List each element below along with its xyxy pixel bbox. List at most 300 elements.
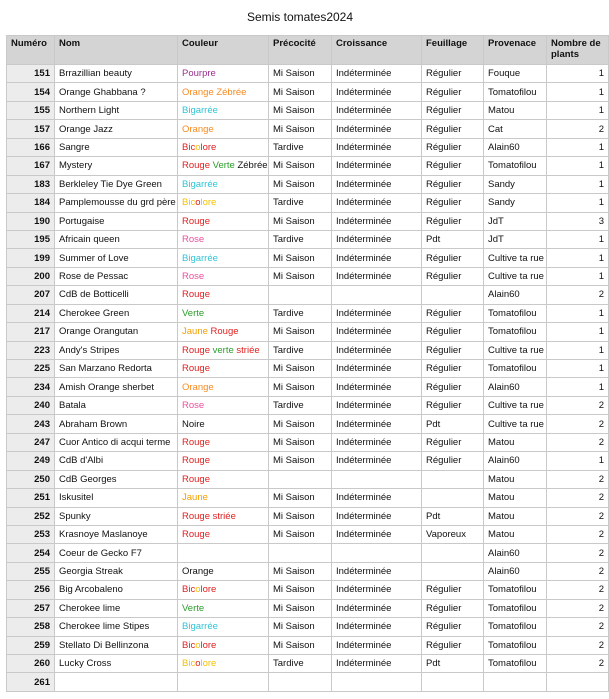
cell-couleur[interactable]: [178, 415, 269, 433]
cell-numero[interactable]: 253: [7, 525, 55, 543]
cell-couleur[interactable]: [178, 157, 269, 175]
cell-feuillage[interactable]: Pdt: [422, 230, 484, 248]
cell-provenance[interactable]: Tomatofilou: [484, 636, 547, 654]
cell-couleur[interactable]: [178, 433, 269, 451]
cell-feuillage[interactable]: Régulier: [422, 341, 484, 359]
cell-croissance[interactable]: Indéterminée: [332, 230, 422, 248]
col-header-feuillage[interactable]: Feuillage: [422, 36, 484, 65]
cell-numero[interactable]: 255: [7, 562, 55, 580]
cell-feuillage[interactable]: Régulier: [422, 618, 484, 636]
cell-nom[interactable]: Northern Light: [55, 101, 178, 119]
cell-numero[interactable]: 249: [7, 452, 55, 470]
cell-precocite[interactable]: Tardive: [269, 230, 332, 248]
cell-croissance[interactable]: Indéterminée: [332, 525, 422, 543]
cell-provenance[interactable]: Alain60: [484, 378, 547, 396]
cell-nom[interactable]: Amish Orange sherbet: [55, 378, 178, 396]
cell-nombre-plants[interactable]: 1: [547, 452, 609, 470]
cell-nom[interactable]: CdB Georges: [55, 470, 178, 488]
cell-nombre-plants[interactable]: 2: [547, 470, 609, 488]
cell-numero[interactable]: 199: [7, 249, 55, 267]
cell-couleur[interactable]: [178, 525, 269, 543]
cell-provenance[interactable]: JdT: [484, 230, 547, 248]
cell-nom[interactable]: Berkleley Tie Dye Green: [55, 175, 178, 193]
cell-precocite[interactable]: Mi Saison: [269, 525, 332, 543]
cell-feuillage[interactable]: Pdt: [422, 507, 484, 525]
cell-nombre-plants[interactable]: 1: [547, 304, 609, 322]
col-header-nom[interactable]: Nom: [55, 36, 178, 65]
cell-provenance[interactable]: Sandy: [484, 175, 547, 193]
cell-croissance[interactable]: Indéterminée: [332, 618, 422, 636]
cell-provenance[interactable]: Tomatofilou: [484, 618, 547, 636]
cell-precocite[interactable]: [269, 286, 332, 304]
cell-numero[interactable]: 243: [7, 415, 55, 433]
cell-feuillage[interactable]: Vaporeux: [422, 525, 484, 543]
cell-croissance[interactable]: Indéterminée: [332, 636, 422, 654]
cell-provenance[interactable]: Tomatofilou: [484, 304, 547, 322]
cell-couleur[interactable]: [178, 304, 269, 322]
cell-numero[interactable]: 195: [7, 230, 55, 248]
cell-feuillage[interactable]: [422, 673, 484, 691]
cell-feuillage[interactable]: Régulier: [422, 581, 484, 599]
cell-provenance[interactable]: Sandy: [484, 194, 547, 212]
cell-provenance[interactable]: Tomatofilou: [484, 599, 547, 617]
col-header-nombre-plants[interactable]: Nombre de plants: [547, 36, 609, 65]
cell-precocite[interactable]: [269, 470, 332, 488]
cell-nom[interactable]: Pamplemousse du grd père: [55, 194, 178, 212]
cell-provenance[interactable]: Matou: [484, 101, 547, 119]
cell-couleur[interactable]: [178, 230, 269, 248]
cell-provenance[interactable]: Cultive ta rue: [484, 396, 547, 414]
color-segment: Pourpre: [182, 68, 216, 80]
cell-nom[interactable]: Stellato Di Bellinzona: [55, 636, 178, 654]
cell-precocite[interactable]: Mi Saison: [269, 562, 332, 580]
cell-croissance[interactable]: Indéterminée: [332, 396, 422, 414]
cell-nombre-plants[interactable]: 1: [547, 378, 609, 396]
cell-precocite[interactable]: Mi Saison: [269, 618, 332, 636]
cell-couleur[interactable]: [178, 138, 269, 156]
cell-numero[interactable]: 225: [7, 360, 55, 378]
cell-nom[interactable]: Spunky: [55, 507, 178, 525]
cell-croissance[interactable]: Indéterminée: [332, 83, 422, 101]
cell-precocite[interactable]: Mi Saison: [269, 65, 332, 83]
cell-croissance[interactable]: Indéterminée: [332, 304, 422, 322]
cell-nombre-plants[interactable]: 1: [547, 230, 609, 248]
cell-precocite[interactable]: Mi Saison: [269, 249, 332, 267]
cell-provenance[interactable]: Matou: [484, 489, 547, 507]
cell-nom[interactable]: Abraham Brown: [55, 415, 178, 433]
cell-nom[interactable]: CdB d'Albi: [55, 452, 178, 470]
cell-precocite[interactable]: Tardive: [269, 341, 332, 359]
cell-nombre-plants[interactable]: 1: [547, 360, 609, 378]
cell-precocite[interactable]: Mi Saison: [269, 581, 332, 599]
cell-precocite[interactable]: Mi Saison: [269, 157, 332, 175]
color-segment: Bic: [182, 141, 196, 153]
cell-precocite[interactable]: Mi Saison: [269, 415, 332, 433]
cell-numero[interactable]: 254: [7, 544, 55, 562]
cell-nom[interactable]: Rose de Pessac: [55, 267, 178, 285]
color-segment: Rouge: [182, 436, 210, 448]
cell-numero[interactable]: 184: [7, 194, 55, 212]
cell-nombre-plants[interactable]: 2: [547, 433, 609, 451]
cell-precocite[interactable]: Mi Saison: [269, 378, 332, 396]
cell-numero[interactable]: 183: [7, 175, 55, 193]
cell-nombre-plants[interactable]: 2: [547, 581, 609, 599]
cell-nom[interactable]: Orange Jazz: [55, 120, 178, 138]
cell-feuillage[interactable]: Régulier: [422, 65, 484, 83]
cell-nombre-plants[interactable]: 2: [547, 525, 609, 543]
cell-provenance[interactable]: Cultive ta rue: [484, 415, 547, 433]
cell-couleur[interactable]: [178, 267, 269, 285]
cell-nombre-plants[interactable]: 1: [547, 83, 609, 101]
cell-nombre-plants[interactable]: 3: [547, 212, 609, 230]
cell-provenance[interactable]: Tomatofilou: [484, 655, 547, 673]
cell-provenance[interactable]: Alain60: [484, 286, 547, 304]
cell-numero[interactable]: 247: [7, 433, 55, 451]
cell-numero[interactable]: 256: [7, 581, 55, 599]
cell-provenance[interactable]: Matou: [484, 433, 547, 451]
cell-numero[interactable]: 259: [7, 636, 55, 654]
cell-provenance[interactable]: Tomatofilou: [484, 360, 547, 378]
cell-feuillage[interactable]: Régulier: [422, 175, 484, 193]
cell-nom[interactable]: Orange Orangutan: [55, 323, 178, 341]
cell-couleur[interactable]: [178, 120, 269, 138]
cell-provenance[interactable]: [484, 673, 547, 691]
cell-croissance[interactable]: [332, 544, 422, 562]
cell-croissance[interactable]: Indéterminée: [332, 249, 422, 267]
cell-couleur[interactable]: [178, 470, 269, 488]
cell-numero[interactable]: 167: [7, 157, 55, 175]
cell-feuillage[interactable]: Pdt: [422, 415, 484, 433]
col-header-croissance[interactable]: Croissance: [332, 36, 422, 65]
cell-precocite[interactable]: [269, 673, 332, 691]
cell-numero[interactable]: 166: [7, 138, 55, 156]
cell-feuillage[interactable]: Régulier: [422, 249, 484, 267]
cell-provenance[interactable]: Tomatofilou: [484, 581, 547, 599]
cell-nom[interactable]: Sangre: [55, 138, 178, 156]
cell-nom[interactable]: San Marzano Redorta: [55, 360, 178, 378]
color-segment: Rose: [182, 271, 205, 283]
color-segment: Bigarrée: [182, 252, 218, 264]
cell-couleur[interactable]: [178, 286, 269, 304]
col-header-couleur[interactable]: Couleur: [178, 36, 269, 65]
cell-feuillage[interactable]: Pdt: [422, 655, 484, 673]
table-row: [7, 415, 609, 433]
cell-precocite[interactable]: Mi Saison: [269, 120, 332, 138]
cell-nom[interactable]: Cuor Antico di acqui terme: [55, 433, 178, 451]
cell-provenance[interactable]: Tomatofilou: [484, 323, 547, 341]
cell-numero[interactable]: 157: [7, 120, 55, 138]
cell-nom[interactable]: Andy's Stripes: [55, 341, 178, 359]
cell-couleur[interactable]: [178, 249, 269, 267]
cell-numero[interactable]: 214: [7, 304, 55, 322]
cell-feuillage[interactable]: Régulier: [422, 323, 484, 341]
cell-provenance[interactable]: Tomatofilou: [484, 157, 547, 175]
cell-provenance[interactable]: JdT: [484, 212, 547, 230]
color-segment: o: [195, 639, 201, 651]
cell-precocite[interactable]: Mi Saison: [269, 452, 332, 470]
cell-croissance[interactable]: Indéterminée: [332, 655, 422, 673]
cell-croissance[interactable]: Indéterminée: [332, 433, 422, 451]
cell-nombre-plants[interactable]: 1: [547, 157, 609, 175]
cell-numero[interactable]: 250: [7, 470, 55, 488]
cell-precocite[interactable]: Mi Saison: [269, 360, 332, 378]
cell-croissance[interactable]: Indéterminée: [332, 581, 422, 599]
cell-couleur[interactable]: [178, 636, 269, 654]
cell-feuillage[interactable]: Régulier: [422, 194, 484, 212]
cell-nom[interactable]: CdB de Botticelli: [55, 286, 178, 304]
cell-croissance[interactable]: Indéterminée: [332, 120, 422, 138]
cell-nom[interactable]: Batala: [55, 396, 178, 414]
cell-nombre-plants[interactable]: 2: [547, 562, 609, 580]
cell-croissance[interactable]: Indéterminée: [332, 323, 422, 341]
cell-nombre-plants[interactable]: 1: [547, 194, 609, 212]
cell-croissance[interactable]: Indéterminée: [332, 415, 422, 433]
cell-feuillage[interactable]: Régulier: [422, 267, 484, 285]
cell-feuillage[interactable]: Régulier: [422, 157, 484, 175]
cell-couleur[interactable]: [178, 562, 269, 580]
cell-nombre-plants[interactable]: 1: [547, 341, 609, 359]
cell-croissance[interactable]: Indéterminée: [332, 507, 422, 525]
cell-croissance[interactable]: Indéterminée: [332, 562, 422, 580]
cell-nom[interactable]: Brrazillian beauty: [55, 65, 178, 83]
cell-croissance[interactable]: [332, 673, 422, 691]
cell-feuillage[interactable]: Régulier: [422, 378, 484, 396]
cell-feuillage[interactable]: Régulier: [422, 212, 484, 230]
cell-feuillage[interactable]: Régulier: [422, 396, 484, 414]
cell-couleur[interactable]: [178, 83, 269, 101]
cell-nom[interactable]: Iskusitel: [55, 489, 178, 507]
cell-numero[interactable]: 207: [7, 286, 55, 304]
cell-nom[interactable]: Cherokee lime: [55, 599, 178, 617]
cell-nom[interactable]: Krasnoye Maslanoye: [55, 525, 178, 543]
cell-feuillage[interactable]: Régulier: [422, 83, 484, 101]
cell-provenance[interactable]: Cultive ta rue: [484, 267, 547, 285]
cell-provenance[interactable]: Alain60: [484, 562, 547, 580]
cell-nombre-plants[interactable]: 2: [547, 286, 609, 304]
cell-croissance[interactable]: Indéterminée: [332, 489, 422, 507]
cell-precocite[interactable]: Tardive: [269, 194, 332, 212]
cell-couleur[interactable]: [178, 581, 269, 599]
cell-nombre-plants[interactable]: 2: [547, 544, 609, 562]
cell-couleur[interactable]: [178, 489, 269, 507]
col-header-precocite[interactable]: Précocité: [269, 36, 332, 65]
cell-croissance[interactable]: Indéterminée: [332, 212, 422, 230]
cell-croissance[interactable]: Indéterminée: [332, 341, 422, 359]
cell-provenance[interactable]: Fouque: [484, 65, 547, 83]
cell-numero[interactable]: 251: [7, 489, 55, 507]
cell-precocite[interactable]: Mi Saison: [269, 175, 332, 193]
table-row: [7, 433, 609, 451]
color-segment: Rouge: [210, 326, 239, 338]
cell-feuillage[interactable]: [422, 562, 484, 580]
cell-provenance[interactable]: Cultive ta rue: [484, 249, 547, 267]
cell-numero[interactable]: 258: [7, 618, 55, 636]
cell-nombre-plants[interactable]: 2: [547, 415, 609, 433]
cell-precocite[interactable]: Mi Saison: [269, 599, 332, 617]
cell-nom[interactable]: Portugaise: [55, 212, 178, 230]
cell-feuillage[interactable]: Régulier: [422, 138, 484, 156]
cell-nombre-plants[interactable]: 1: [547, 267, 609, 285]
color-segment: Rouge: [182, 529, 210, 541]
header-row: [7, 36, 609, 65]
cell-nombre-plants[interactable]: 1: [547, 175, 609, 193]
cell-nom[interactable]: Summer of Love: [55, 249, 178, 267]
cell-croissance[interactable]: Indéterminée: [332, 378, 422, 396]
cell-nombre-plants[interactable]: 2: [547, 489, 609, 507]
cell-provenance[interactable]: Tomatofilou: [484, 83, 547, 101]
cell-couleur[interactable]: [178, 101, 269, 119]
cell-couleur[interactable]: [178, 452, 269, 470]
cell-feuillage[interactable]: Régulier: [422, 636, 484, 654]
cell-precocite[interactable]: Mi Saison: [269, 507, 332, 525]
table-row: [7, 489, 609, 507]
cell-nombre-plants[interactable]: 2: [547, 655, 609, 673]
cell-nom[interactable]: Georgia Streak: [55, 562, 178, 580]
cell-feuillage[interactable]: Régulier: [422, 101, 484, 119]
cell-couleur[interactable]: [178, 360, 269, 378]
cell-provenance[interactable]: Cat: [484, 120, 547, 138]
cell-precocite[interactable]: Mi Saison: [269, 83, 332, 101]
cell-nombre-plants[interactable]: 2: [547, 599, 609, 617]
cell-couleur[interactable]: [178, 175, 269, 193]
cell-precocite[interactable]: Mi Saison: [269, 636, 332, 654]
cell-nombre-plants[interactable]: 1: [547, 323, 609, 341]
cell-croissance[interactable]: Indéterminée: [332, 138, 422, 156]
cell-croissance[interactable]: Indéterminée: [332, 65, 422, 83]
cell-nombre-plants[interactable]: 1: [547, 249, 609, 267]
table-row: [7, 101, 609, 119]
col-header-provenance[interactable]: Provenace: [484, 36, 547, 65]
cell-precocite[interactable]: Mi Saison: [269, 489, 332, 507]
cell-nom[interactable]: Big Arcobaleno: [55, 581, 178, 599]
cell-feuillage[interactable]: [422, 286, 484, 304]
cell-nom[interactable]: Mystery: [55, 157, 178, 175]
cell-croissance[interactable]: Indéterminée: [332, 452, 422, 470]
cell-feuillage[interactable]: [422, 544, 484, 562]
cell-nom[interactable]: Africain queen: [55, 230, 178, 248]
cell-precocite[interactable]: Tardive: [269, 396, 332, 414]
cell-croissance[interactable]: [332, 470, 422, 488]
cell-numero[interactable]: 257: [7, 599, 55, 617]
cell-precocite[interactable]: Mi Saison: [269, 101, 332, 119]
cell-couleur[interactable]: [178, 65, 269, 83]
cell-croissance[interactable]: Indéterminée: [332, 360, 422, 378]
table-row: [7, 655, 609, 673]
cell-croissance[interactable]: Indéterminée: [332, 194, 422, 212]
cell-couleur[interactable]: [178, 378, 269, 396]
cell-feuillage[interactable]: [422, 489, 484, 507]
cell-feuillage[interactable]: Régulier: [422, 120, 484, 138]
cell-provenance[interactable]: Matou: [484, 507, 547, 525]
cell-feuillage[interactable]: Régulier: [422, 360, 484, 378]
cell-feuillage[interactable]: Régulier: [422, 599, 484, 617]
cell-nombre-plants[interactable]: 2: [547, 507, 609, 525]
cell-provenance[interactable]: Alain60: [484, 452, 547, 470]
cell-precocite[interactable]: Mi Saison: [269, 323, 332, 341]
cell-nombre-plants[interactable]: 1: [547, 138, 609, 156]
cell-nombre-plants[interactable]: 1: [547, 101, 609, 119]
cell-provenance[interactable]: Matou: [484, 525, 547, 543]
cell-nombre-plants[interactable]: 2: [547, 120, 609, 138]
cell-couleur[interactable]: [178, 194, 269, 212]
cell-feuillage[interactable]: Régulier: [422, 433, 484, 451]
cell-couleur[interactable]: [178, 396, 269, 414]
cell-numero[interactable]: 155: [7, 101, 55, 119]
cell-precocite[interactable]: Mi Saison: [269, 212, 332, 230]
cell-couleur[interactable]: [178, 599, 269, 617]
cell-croissance[interactable]: Indéterminée: [332, 157, 422, 175]
cell-nom[interactable]: Orange Ghabbana ?: [55, 83, 178, 101]
cell-precocite[interactable]: Tardive: [269, 304, 332, 322]
cell-couleur[interactable]: [178, 507, 269, 525]
cell-nom[interactable]: Cherokee Green: [55, 304, 178, 322]
cell-feuillage[interactable]: Régulier: [422, 304, 484, 322]
cell-croissance[interactable]: Indéterminée: [332, 101, 422, 119]
cell-precocite[interactable]: Tardive: [269, 138, 332, 156]
cell-nom[interactable]: Lucky Cross: [55, 655, 178, 673]
cell-croissance[interactable]: [332, 286, 422, 304]
cell-nombre-plants[interactable]: 2: [547, 618, 609, 636]
cell-numero[interactable]: 217: [7, 323, 55, 341]
cell-couleur[interactable]: [178, 618, 269, 636]
cell-numero[interactable]: 260: [7, 655, 55, 673]
cell-couleur[interactable]: [178, 212, 269, 230]
cell-couleur[interactable]: [178, 341, 269, 359]
table-row: [7, 636, 609, 654]
cell-provenance[interactable]: Alain60: [484, 544, 547, 562]
cell-precocite[interactable]: [269, 544, 332, 562]
cell-provenance[interactable]: Alain60: [484, 138, 547, 156]
cell-nombre-plants[interactable]: 1: [547, 65, 609, 83]
cell-numero[interactable]: 252: [7, 507, 55, 525]
cell-nombre-plants[interactable]: 2: [547, 396, 609, 414]
cell-numero[interactable]: 190: [7, 212, 55, 230]
cell-precocite[interactable]: Mi Saison: [269, 267, 332, 285]
cell-precocite[interactable]: Mi Saison: [269, 433, 332, 451]
cell-numero[interactable]: 200: [7, 267, 55, 285]
color-segment: Bic: [182, 658, 196, 670]
cell-croissance[interactable]: Indéterminée: [332, 599, 422, 617]
cell-numero[interactable]: 151: [7, 65, 55, 83]
cell-numero[interactable]: 261: [7, 673, 55, 691]
cell-croissance[interactable]: Indéterminée: [332, 267, 422, 285]
table-row: [7, 212, 609, 230]
cell-nom[interactable]: Coeur de Gecko F7: [55, 544, 178, 562]
col-header-numero[interactable]: Numéro: [7, 36, 55, 65]
cell-nombre-plants[interactable]: [547, 673, 609, 691]
cell-nom[interactable]: [55, 673, 178, 691]
cell-numero[interactable]: 234: [7, 378, 55, 396]
cell-couleur[interactable]: [178, 323, 269, 341]
cell-provenance[interactable]: Cultive ta rue: [484, 341, 547, 359]
cell-nom[interactable]: Cherokee lime Stipes: [55, 618, 178, 636]
cell-feuillage[interactable]: [422, 470, 484, 488]
cell-nombre-plants[interactable]: 2: [547, 636, 609, 654]
cell-provenance[interactable]: Matou: [484, 470, 547, 488]
cell-couleur[interactable]: [178, 544, 269, 562]
cell-numero[interactable]: 240: [7, 396, 55, 414]
cell-numero[interactable]: 223: [7, 341, 55, 359]
color-segment: lore: [200, 141, 217, 153]
table-row: [7, 138, 609, 156]
cell-feuillage[interactable]: Régulier: [422, 452, 484, 470]
cell-couleur[interactable]: [178, 655, 269, 673]
color-segment: Verte: [182, 307, 205, 319]
cell-precocite[interactable]: Tardive: [269, 655, 332, 673]
cell-couleur[interactable]: [178, 673, 269, 691]
cell-croissance[interactable]: Indéterminée: [332, 175, 422, 193]
cell-numero[interactable]: 154: [7, 83, 55, 101]
